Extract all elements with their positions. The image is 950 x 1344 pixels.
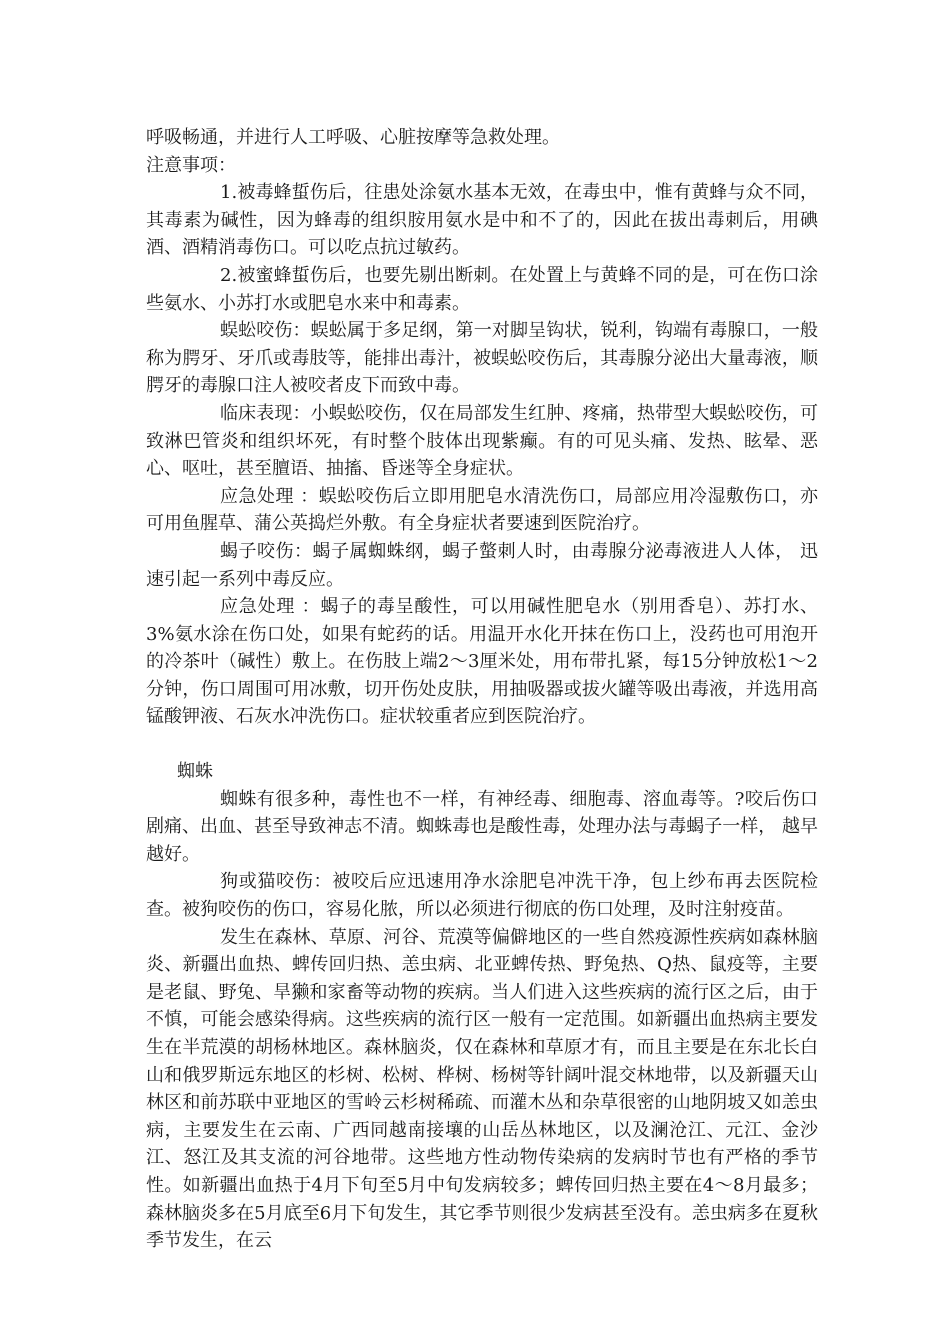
paragraph: 呼吸畅通，并进行人工呼吸、心脏按摩等急救处理。 bbox=[146, 127, 560, 148]
paragraph: 蝎子咬伤：蝎子属蜘蛛纲，蝎子螫刺人时，由毒腺分泌毒液进人人体， 迅速引起一系列中毒反应。 bbox=[146, 540, 818, 590]
paragraph: 狗或猫咬伤：被咬后应迅速用净水涂肥皂冲洗干净，包上纱布再去医院检查。被狗咬伤的伤口，容易化脓，所以必须进行彻底的伤口处理，及时注射疫苗。 bbox=[146, 871, 818, 921]
blank-line bbox=[146, 731, 818, 758]
paragraph: 临床表现：小蜈蚣咬伤，仅在局部发生红肿、疼痛，热带型大蜈蚣咬伤，可致淋巴管炎和组织坏死，有时整个肢体出现紫癫。有的可见头痛、发热、眩晕、恶心、呕吐，甚至膻语、抽搐、昏迷等全身症状。 bbox=[146, 402, 818, 480]
document-body bbox=[146, 124, 818, 1255]
paragraph: 应急处理 ：蝎子的毒呈酸性，可以用碱性肥皂水（别用香皂）、苏打水、3%氨水涂在伤口处，如果有蛇药的话。用温开水化开抹在伤口上，没药也可用泡开的冷茶叶（碱性）敷上。在伤肢上端2～3厘米处，用布带扎紧，每15分钟放松1～2分钟，伤口周围可用冰敷，切开伤处皮肤，用抽吸器或拔火罐等吸出毒液，并选用高锰酸钾液、石灰水冲洗伤口。症状较重者应到医院治疗。 bbox=[146, 596, 818, 728]
paragraph: 应急处理 ：蜈蚣咬伤后立即用肥皂水清洗伤口，局部应用冷湿敷伤口，亦可用鱼腥草、蒲公英捣烂外敷。有全身症状者要速到医院治疗。 bbox=[146, 485, 818, 535]
paragraph: 2.被蜜蜂蜇伤后，也要先剔出断刺。在处置上与黄蜂不同的是，可在伤口涂些氨水、小苏打水或肥皂水来中和毒素。 bbox=[146, 264, 818, 314]
paragraph: 蜈蚣咬伤：蜈蚣属于多足纲，第一对脚呈钩状，锐利，钩端有毒腺口，一般称为腭牙、牙爪或毒肢等，能排出毒汁，被蜈蚣咬伤后，其毒腺分泌出大量毒液，顺腭牙的毒腺口注人被咬者皮下而致中毒。 bbox=[146, 320, 818, 397]
paragraph: 蜘蛛有很多种，毒性也不一样，有神经毒、细胞毒、溶血毒等。?咬后伤口剧痛、出血、甚至导致神志不清。蜘蛛毒也是酸性毒，处理办法与毒蝎子一样， 越早越好。 bbox=[146, 788, 818, 865]
section-label: 注意事项： bbox=[146, 154, 236, 176]
paragraph: 发生在森林、草原、河谷、荒漠等偏僻地区的一些自然疫源性疾病如森林脑炎、新疆出血热、蜱传回归热、恙虫病、北亚蜱传热、野兔热、Q热、鼠疫等，主要是老鼠、野兔、旱獭和家畜等动物的疾病。当人们进入这些疾病的流行区之后，由于不慎，可能会感染得病。这些疾病的流行区一般有一定范围。如新疆出血热病主要发生在半荒漠的胡杨林地区。森林脑炎，仅在森林和草原才有，而且主要是在东北长白山和俄罗斯远东地区的杉树、松树、桦树、杨树等针阔叶混交林地带，以及新疆天山林区和前苏联中亚地区的雪岭云杉树稀疏、而灌木丛和杂草很密的山地阴坡又如恙虫病，主要发生在云南、广西同越南接壤的山岳丛林地区，以及澜沧江、元江、金沙江、怒江及其支流的河谷地带。这些地方性动物传染病的发病时节也有严格的季节性。如新疆出血热于4月下旬至5月中旬发病较多；蜱传回归热主要在4～8月最多；森林脑炎多在5月底至6月下旬发生，其它季节则很少发病甚至没有。恙虫病多在夏秋季节发生，在云 bbox=[146, 926, 818, 1252]
section-heading: 蜘蛛 bbox=[177, 761, 213, 783]
paragraph: 1.被毒蜂蜇伤后，往患处涂氨水基本无效，在毒虫中，惟有黄蜂与众不同，其毒素为碱性，因为蜂毒的组织胺用氨水是中和不了的，因此在拔出毒刺后，用碘酒、酒精消毒伤口。可以吃点抗过敏药。 bbox=[146, 182, 818, 259]
